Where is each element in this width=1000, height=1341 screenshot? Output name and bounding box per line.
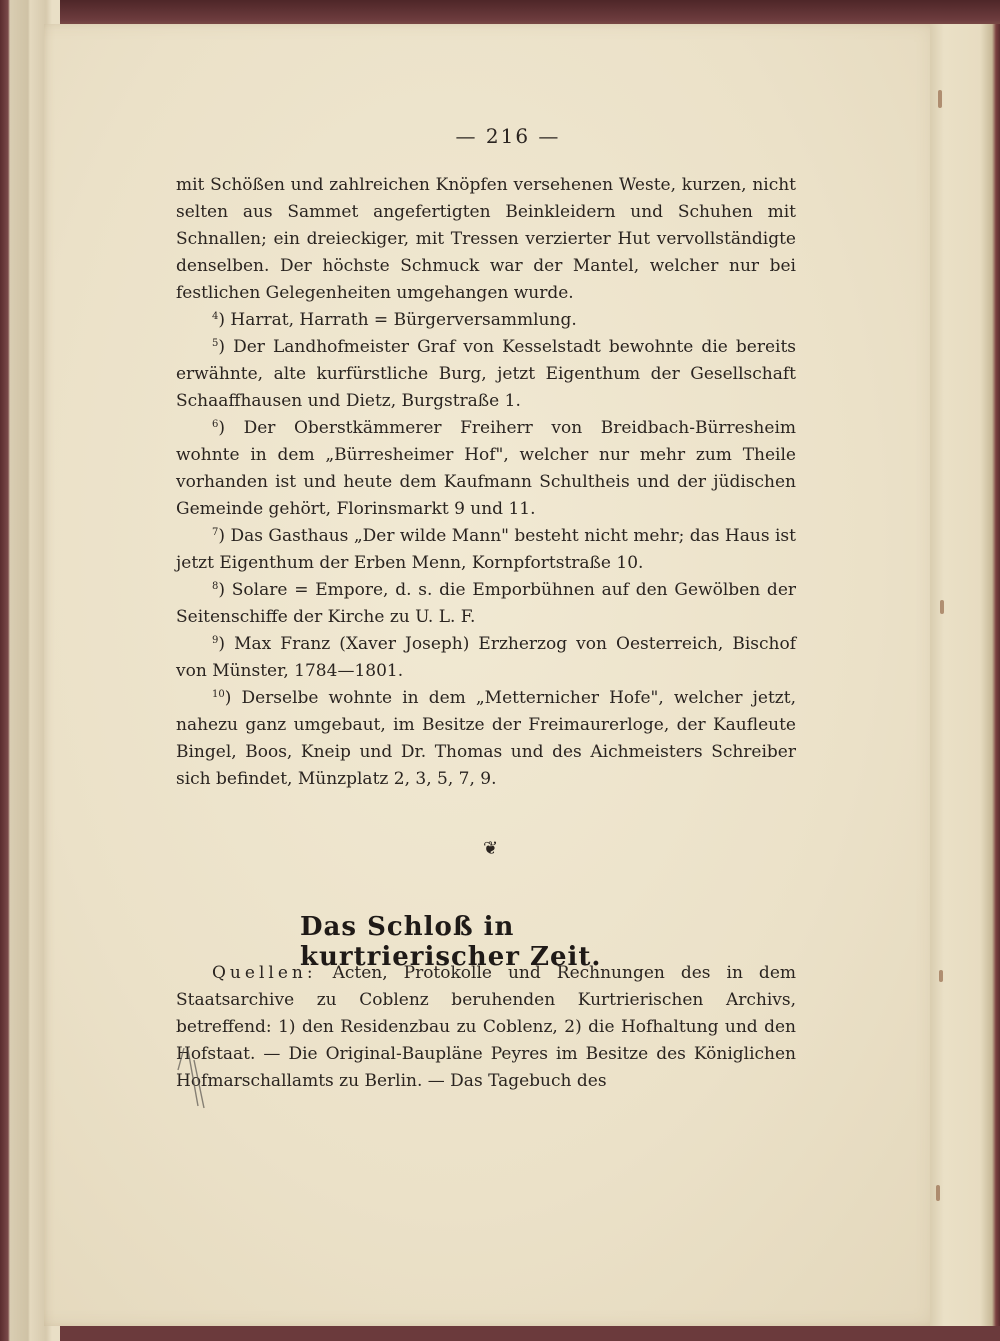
section-heading: Das Schloß in kurtrierischer Zeit. [300, 912, 602, 972]
footnotes-block [176, 172, 796, 793]
footnote-4 [176, 307, 796, 334]
stain-mark [940, 600, 944, 614]
footnote-marker: 10 [212, 689, 225, 700]
footnote-10 [176, 685, 796, 793]
footnote-marker: 6 [212, 419, 219, 430]
footnote-marker: 9 [212, 635, 219, 646]
footnote-marker: 8 [212, 581, 219, 592]
stain-mark [938, 90, 942, 108]
sources-label: Quellen: [212, 963, 317, 983]
footnote-text: ) Harrat, Harrath = Bürgerversammlung. [218, 310, 577, 330]
footnote-text: ) Derselbe wohnte in dem „Metternicher Hofe", welcher jetzt, nahezu ganz umgebaut, im Besitze der Freimaurerloge, der Kaufleute Bingel, Boos, Kneip und Dr. Thomas und des Aichmeisters Schreiber sich befindet, Münzplatz 2, 3, 5, 7, 9. [176, 688, 796, 789]
footnote-text: ) Der Oberstkämmerer Freiherr von Breidbach-Bürresheim wohnte in dem „Bürresheimer Hof", welcher nur mehr zum Theile vorhanden ist und heute dem Kaufmann Schultheis und der jüdischen Gemeinde gehört, Florinsmarkt 9 und 11. [176, 418, 796, 519]
footnote-7 [176, 523, 796, 577]
footnote-text: ) Max Franz (Xaver Joseph) Erzherzog von Oesterreich, Bischof von Münster, 1784—1801. [176, 634, 796, 681]
section-ornament: ❦ [483, 838, 499, 859]
stain-mark [936, 1185, 940, 1201]
pencil-margin-mark [172, 1040, 212, 1110]
page-number: — 216 — [455, 124, 561, 148]
footnote-marker: 5 [212, 338, 219, 349]
footnote-marker: 7 [212, 527, 219, 538]
footnote-text: ) Der Landhofmeister Graf von Kesselstadt bewohnte die bereits erwähnte, alte kurfürstliche Burg, jetzt Eigenthum der Gesellschaft Schaaffhausen und Dietz, Burgstraße 1. [176, 337, 796, 411]
footnote-continuation: mit Schößen und zahlreichen Knöpfen versehenen Weste, kurzen, nicht selten aus Sammet angefertigten Beinkleidern und Schuhen mit Schnallen; ein dreieckiger, mit Tressen verzierter Hut vervollständigte denselben. Der höchste Schmuck war der Mantel, welcher nur bei festlichen Gelegenheiten umgehangen wurde. [176, 175, 796, 303]
footnote-text: ) Solare = Empore, d. s. die Emporbühnen auf den Gewölben der Seitenschiffe der Kirche zu U. L. F. [176, 580, 796, 627]
sources-text: Acten, Protokolle und Rechnungen des in dem Staatsarchive zu Coblenz beruhenden Kurtrierischen Archivs, betreffend: 1) den Residenzbau zu Coblenz, 2) die Hofhaltung und den Hofstaat. — Die Original-Baupläne Peyres im Besitze des Königlichen Hofmarschallamts zu Berlin. — Das Tagebuch des [176, 963, 796, 1091]
footnote-marker: 4 [212, 311, 219, 322]
footnote-8 [176, 577, 796, 631]
footnote-text: ) Das Gasthaus „Der wilde Mann" besteht nicht mehr; das Haus ist jetzt Eigenthum der Erben Menn, Kornpfortstraße 10. [176, 526, 796, 573]
footnote-9 [176, 631, 796, 685]
sources-paragraph [176, 960, 796, 1095]
footnote-5 [176, 334, 796, 415]
book-gutter [930, 24, 1000, 1326]
footnote-6 [176, 415, 796, 523]
stain-mark [939, 970, 943, 982]
sources-block [176, 960, 796, 1095]
